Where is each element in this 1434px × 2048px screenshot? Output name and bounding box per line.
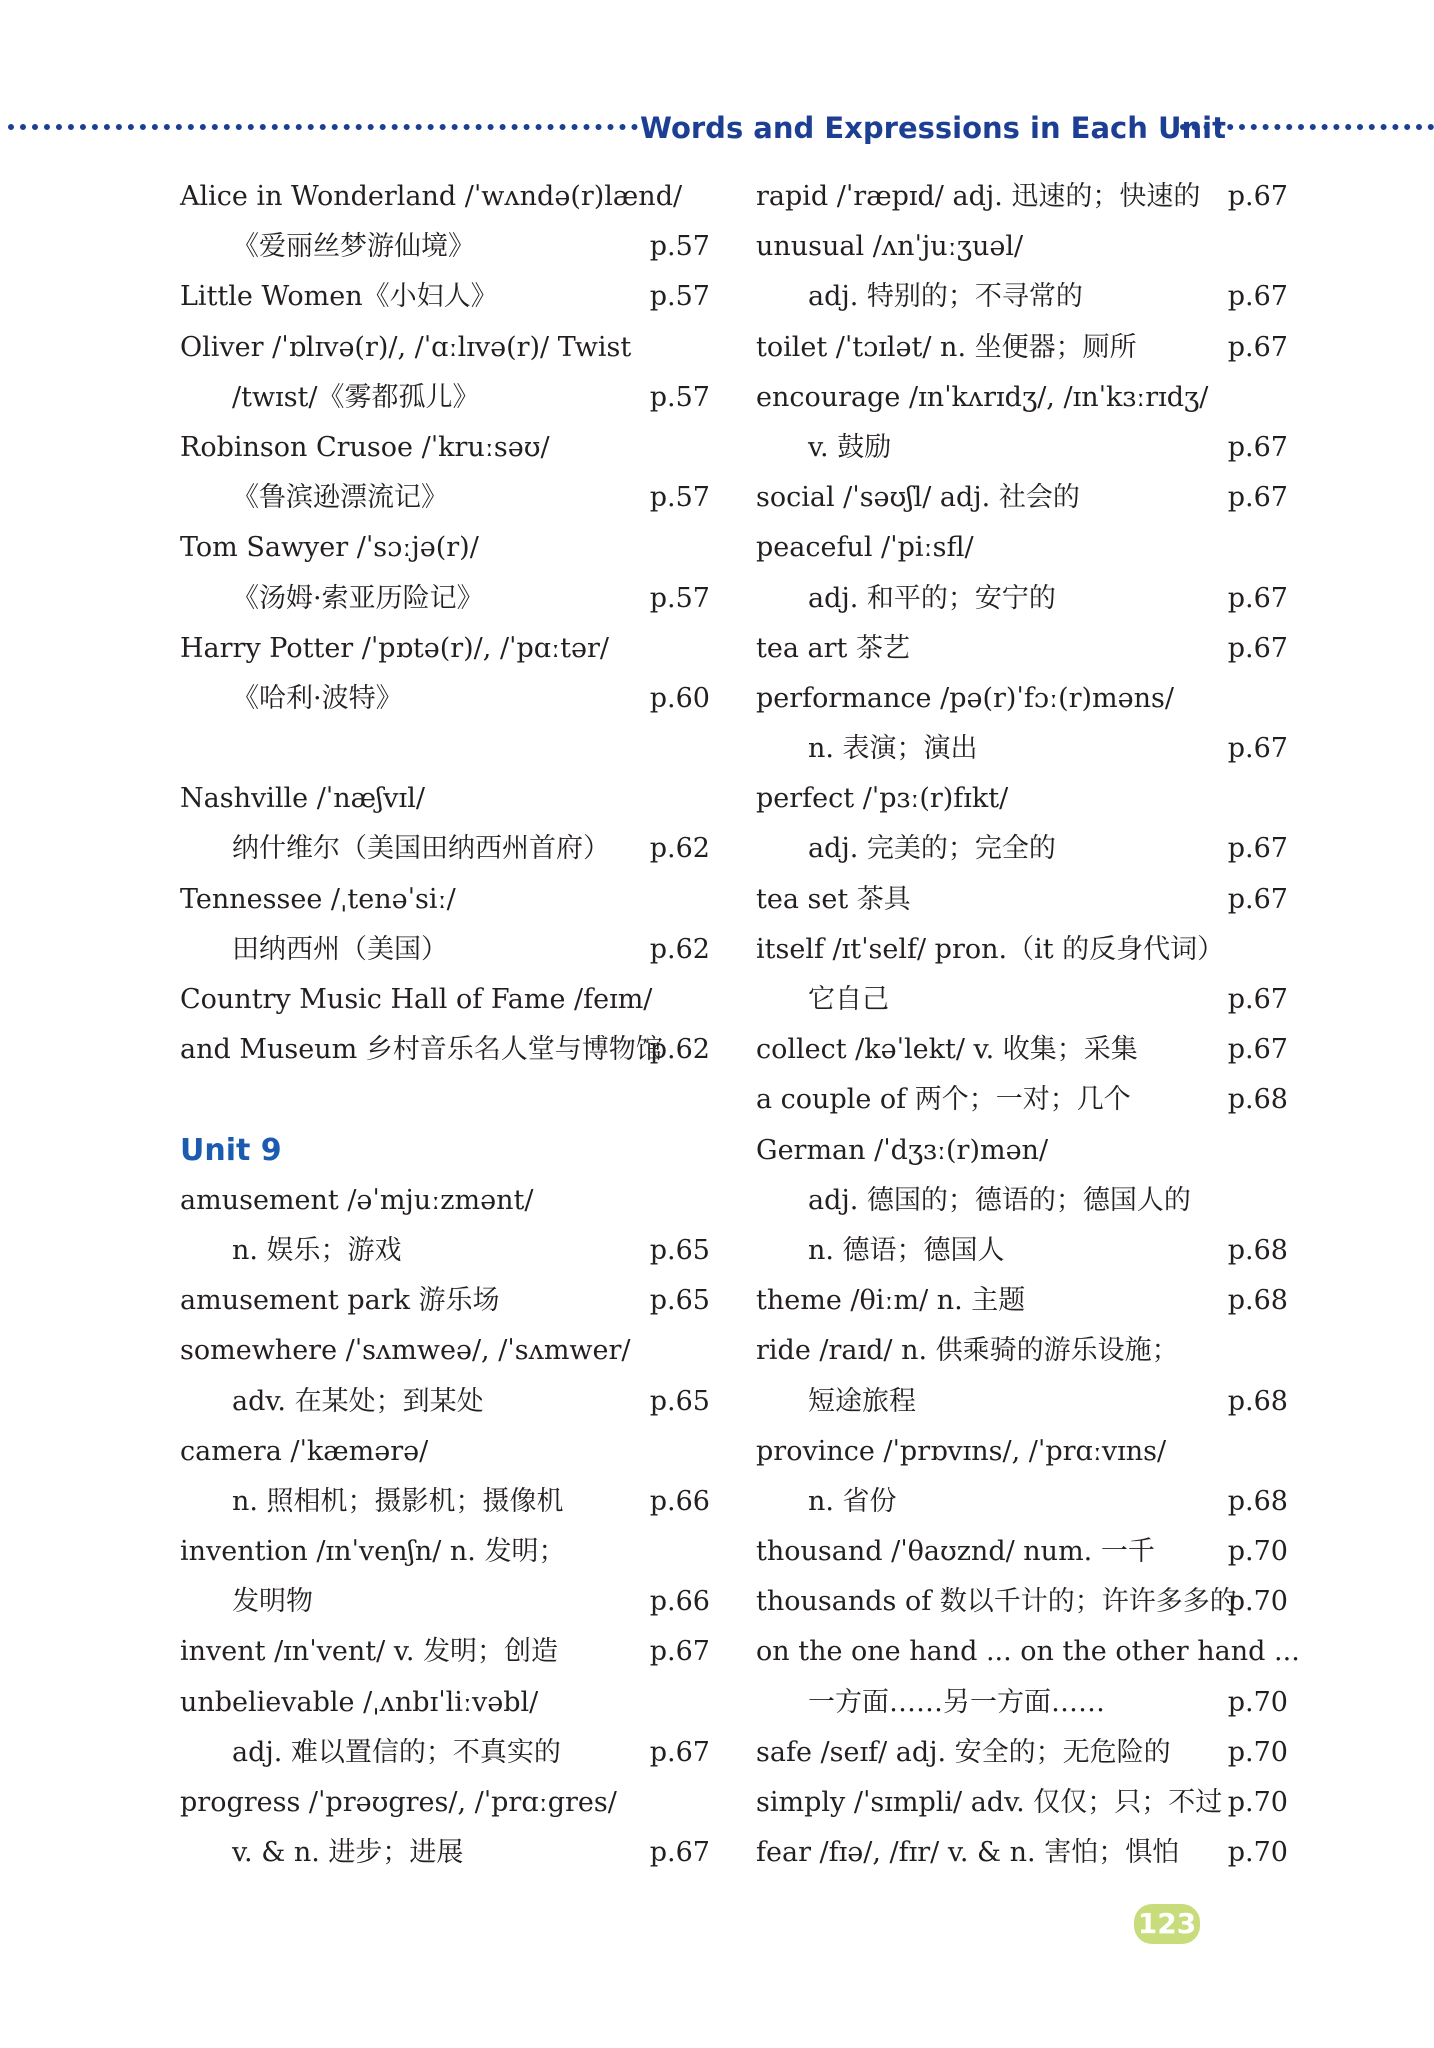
page-reference: p.60 [649, 682, 710, 714]
vocab-text: unusual /ʌnˈjuːʒuəl/ [756, 231, 1024, 263]
vocab-text: theme /θiːm/ n. 主题 [756, 1285, 1026, 1317]
vocab-entry [180, 1427, 710, 1477]
page-reference: p.70 [1227, 1686, 1288, 1718]
vocab-entry [756, 1728, 1288, 1778]
vocab-text: itself /ɪtˈself/ pron.（it 的反身代词） [756, 933, 1225, 965]
vocab-text: adj. 德国的；德语的；德国人的 [808, 1184, 1191, 1216]
vocab-text: Tennessee /ˌtenəˈsiː/ [180, 883, 456, 915]
page-reference: p.67 [1227, 331, 1288, 363]
blank-line [180, 1075, 710, 1125]
vocab-text: perfect /ˈpɜː(r)fɪkt/ [756, 783, 1009, 815]
vocab-text: adj. 特别的；不寻常的 [808, 281, 1083, 313]
vocab-entry [756, 323, 1288, 373]
vocab-text: Alice in Wonderland /ˈwʌndə(r)lænd/ [180, 181, 683, 212]
vocab-text: 《汤姆·索亚历险记》 [232, 582, 484, 614]
vocab-entry [180, 222, 710, 272]
vocab-text: social /ˈsəʊʃl/ adj. 社会的 [756, 482, 1080, 514]
vocab-text: Country Music Hall of Fame /feɪm/ [180, 984, 653, 1015]
vocab-text: amusement /əˈmjuːzmənt/ [180, 1184, 534, 1216]
vocab-text: German /ˈdʒɜː(r)mən/ [756, 1134, 1049, 1166]
vocab-entry [180, 1828, 710, 1878]
vocab-text: invention /ɪnˈvenʃn/ n. 发明； [180, 1536, 566, 1568]
page-reference: p.67 [1227, 281, 1288, 313]
vocab-entry [756, 1377, 1288, 1427]
page-reference: p.68 [1227, 1285, 1288, 1317]
vocab-text: Robinson Crusoe /ˈkruːsəʊ/ [180, 431, 550, 463]
vocab-entry [180, 1226, 710, 1276]
vocab-entry [756, 975, 1288, 1025]
page-reference: p.68 [1227, 1485, 1288, 1517]
vocab-entry [756, 373, 1288, 423]
vocab-text: Oliver /ˈɒlɪvə(r)/, /ˈɑːlɪvə(r)/ Twist [180, 331, 632, 363]
vocab-text: toilet /ˈtɔɪlət/ n. 坐便器；厕所 [756, 331, 1137, 363]
dotted-rule-right [1180, 124, 1434, 130]
vocab-entry [180, 1778, 710, 1828]
vocab-entry [756, 1075, 1288, 1125]
vocab-text: and Museum 乡村音乐名人堂与博物馆 [180, 1034, 663, 1066]
vocab-entry [180, 674, 710, 724]
vocab-entry [756, 925, 1288, 975]
vocab-entry [756, 624, 1288, 674]
vocab-entry [180, 373, 710, 423]
page-reference: p.65 [649, 1285, 710, 1317]
vocab-entry [756, 523, 1288, 573]
page-title: Words and Expressions in Each Unit [640, 111, 1226, 145]
vocab-text: tea art 茶艺 [756, 632, 910, 664]
vocab-text: 《哈利·波特》 [232, 682, 403, 714]
vocab-text: 它自己 [808, 984, 889, 1015]
vocab-entry [180, 1627, 710, 1677]
vocab-entry [756, 1176, 1288, 1226]
vocab-entry [756, 222, 1288, 272]
vocab-text: n. 德语；德国人 [808, 1234, 1005, 1266]
vocab-entry [756, 1326, 1288, 1376]
vocab-entry [756, 473, 1288, 523]
vocab-entry [756, 1778, 1288, 1828]
page-reference: p.65 [649, 1234, 710, 1266]
page-header [0, 108, 1434, 148]
vocab-entry [756, 875, 1288, 925]
vocab-entry [756, 1477, 1288, 1527]
vocab-entry [756, 272, 1288, 322]
page-reference: p.67 [1227, 984, 1288, 1015]
vocab-text: n. 省份 [808, 1485, 897, 1517]
page-reference: p.67 [1227, 431, 1288, 463]
vocab-text: Tom Sawyer /ˈsɔːjə(r)/ [180, 532, 479, 564]
vocab-entry [180, 624, 710, 674]
vocab-text: on the one hand ... on the other hand ... [756, 1636, 1300, 1668]
page-reference: p.67 [1227, 883, 1288, 915]
vocab-text: province /ˈprɒvɪns/, /ˈprɑːvɪns/ [756, 1435, 1167, 1467]
vocab-text: a couple of 两个；一对；几个 [756, 1084, 1131, 1116]
page-reference: p.67 [649, 1837, 710, 1869]
vocab-entry [180, 423, 710, 473]
vocab-text: 纳什维尔（美国田纳西州首府） [232, 833, 610, 865]
page-reference: p.66 [649, 1586, 710, 1618]
page-reference: p.66 [649, 1485, 710, 1517]
vocab-text: adj. 完美的；完全的 [808, 833, 1056, 865]
vocab-entry [756, 1828, 1288, 1878]
vocab-text: invent /ɪnˈvent/ v. 发明；创造 [180, 1636, 558, 1668]
dotted-rule-left [8, 124, 638, 130]
vocab-text: encourage /ɪnˈkʌrɪdʒ/, /ɪnˈkɜːrɪdʒ/ [756, 381, 1209, 413]
vocab-text: 《爱丽丝梦游仙境》 [232, 231, 475, 263]
vocab-text: collect /kəˈlekt/ v. 收集；采集 [756, 1034, 1138, 1066]
vocab-entry [756, 1276, 1288, 1326]
vocab-text: thousand /ˈθaʊznd/ num. 一千 [756, 1536, 1155, 1568]
page-reference: p.67 [1227, 632, 1288, 664]
vocab-text: /twɪst/《雾都孤儿》 [232, 381, 480, 413]
page-reference: p.57 [649, 582, 710, 614]
vocab-entry [756, 423, 1288, 473]
page-number-badge: 123 [1134, 1904, 1200, 1944]
vocab-text: adj. 难以置信的；不真实的 [232, 1736, 561, 1768]
page-reference: p.70 [1227, 1536, 1288, 1568]
vocab-text: adj. 和平的；安宁的 [808, 582, 1056, 614]
vocab-text: Harry Potter /ˈpɒtə(r)/, /ˈpɑːtər/ [180, 632, 609, 664]
vocab-entry [756, 172, 1288, 222]
vocab-entry [180, 1678, 710, 1728]
vocab-entry [180, 473, 710, 523]
vocab-entry [756, 1025, 1288, 1075]
vocab-text: unbelievable /ˌʌnbɪˈliːvəbl/ [180, 1686, 539, 1718]
vocab-entry [756, 1627, 1300, 1677]
vocab-text: amusement park 游乐场 [180, 1285, 500, 1317]
page-reference: p.67 [1227, 582, 1288, 614]
vocab-text: somewhere /ˈsʌmweə/, /ˈsʌmwer/ [180, 1335, 631, 1367]
page-reference: p.62 [649, 933, 710, 965]
vocab-text: Little Women《小妇人》 [180, 281, 498, 313]
vocabulary-column-left [180, 172, 710, 1878]
page-reference: p.67 [649, 1636, 710, 1668]
page-reference: p.67 [1227, 181, 1288, 212]
vocab-text: rapid /ˈræpɪd/ adj. 迅速的；快速的 [756, 181, 1201, 212]
vocab-entry [180, 574, 710, 624]
vocab-text: thousands of 数以千计的；许许多多的 [756, 1586, 1237, 1618]
vocab-entry [180, 1276, 710, 1326]
page-reference: p.67 [1227, 1034, 1288, 1066]
page-reference: p.68 [1227, 1385, 1288, 1417]
blank-line [180, 724, 710, 774]
vocab-text: 发明物 [232, 1586, 313, 1618]
vocab-entry [180, 774, 710, 824]
page-reference: p.67 [649, 1736, 710, 1768]
page-reference: p.70 [1227, 1837, 1288, 1869]
vocab-entry [756, 1678, 1288, 1728]
vocab-text: v. & n. 进步；进展 [232, 1837, 464, 1869]
vocab-text: adv. 在某处；到某处 [232, 1385, 484, 1417]
page-reference: p.70 [1227, 1736, 1288, 1768]
vocab-text: 《鲁滨逊漂流记》 [232, 482, 448, 514]
vocab-text: fear /fɪə/, /fɪr/ v. & n. 害怕；惧怕 [756, 1837, 1180, 1869]
vocab-text: Nashville /ˈnæʃvɪl/ [180, 783, 425, 815]
vocab-entry [180, 824, 710, 874]
vocabulary-column-right [756, 172, 1300, 1878]
vocab-entry [180, 1377, 710, 1427]
vocab-entry [756, 674, 1288, 724]
page-reference: p.65 [649, 1385, 710, 1417]
page-reference: p.70 [1227, 1586, 1288, 1618]
vocab-entry [756, 1126, 1288, 1176]
vocab-entry [180, 1577, 710, 1627]
vocab-text: 一方面……另一方面…… [808, 1686, 1105, 1718]
vocab-entry [180, 523, 710, 573]
vocab-entry [180, 323, 710, 373]
vocab-text: 田纳西州（美国） [232, 933, 448, 965]
vocab-text: simply /ˈsɪmpli/ adv. 仅仅；只；不过 [756, 1787, 1223, 1818]
page-reference: p.67 [1227, 733, 1288, 765]
page-reference: p.57 [649, 231, 710, 263]
vocab-entry [180, 875, 710, 925]
vocab-entry [180, 1477, 710, 1527]
page-reference: p.62 [649, 833, 710, 865]
vocab-entry [756, 1527, 1288, 1577]
page-reference: p.67 [1227, 482, 1288, 514]
vocab-entry [756, 774, 1288, 824]
vocab-entry [180, 1728, 710, 1778]
vocab-text: n. 娱乐；游戏 [232, 1234, 402, 1266]
vocab-text: ride /raɪd/ n. 供乘骑的游乐设施； [756, 1335, 1179, 1367]
vocab-text: progress /ˈprəʊgres/, /ˈprɑːgres/ [180, 1787, 617, 1818]
page-reference: p.57 [649, 281, 710, 313]
vocab-entry [756, 1226, 1288, 1276]
vocab-entry [180, 1527, 710, 1577]
vocab-text: performance /pə(r)ˈfɔː(r)məns/ [756, 682, 1174, 714]
page-reference: p.67 [1227, 833, 1288, 865]
vocab-text: tea set 茶具 [756, 883, 911, 915]
vocab-text: 短途旅程 [808, 1385, 916, 1417]
vocab-entry [756, 824, 1288, 874]
page-reference: p.68 [1227, 1084, 1288, 1116]
vocab-text: v. 鼓励 [808, 431, 892, 463]
vocab-entry [180, 272, 710, 322]
vocab-entry [756, 574, 1288, 624]
vocab-text: n. 表演；演出 [808, 733, 978, 765]
page-reference: p.62 [649, 1034, 710, 1066]
vocab-entry [756, 724, 1288, 774]
page-reference: p.68 [1227, 1234, 1288, 1266]
vocab-entry [180, 1176, 710, 1226]
vocab-entry [180, 925, 710, 975]
vocab-entry [180, 1025, 710, 1075]
vocab-entry [756, 1577, 1288, 1627]
vocab-text: peaceful /ˈpiːsfl/ [756, 532, 974, 564]
unit-heading: Unit 9 [180, 1132, 282, 1168]
page-reference: p.57 [649, 482, 710, 514]
vocab-entry [180, 172, 710, 222]
vocab-entry [180, 975, 710, 1025]
vocab-entry [756, 1427, 1288, 1477]
vocab-entry [180, 1326, 710, 1376]
page-reference: p.57 [649, 381, 710, 413]
vocab-text: n. 照相机；摄影机；摄像机 [232, 1485, 564, 1517]
vocab-text: safe /seɪf/ adj. 安全的；无危险的 [756, 1736, 1171, 1768]
page-reference: p.70 [1227, 1787, 1288, 1818]
vocab-text: camera /ˈkæmərə/ [180, 1435, 429, 1467]
